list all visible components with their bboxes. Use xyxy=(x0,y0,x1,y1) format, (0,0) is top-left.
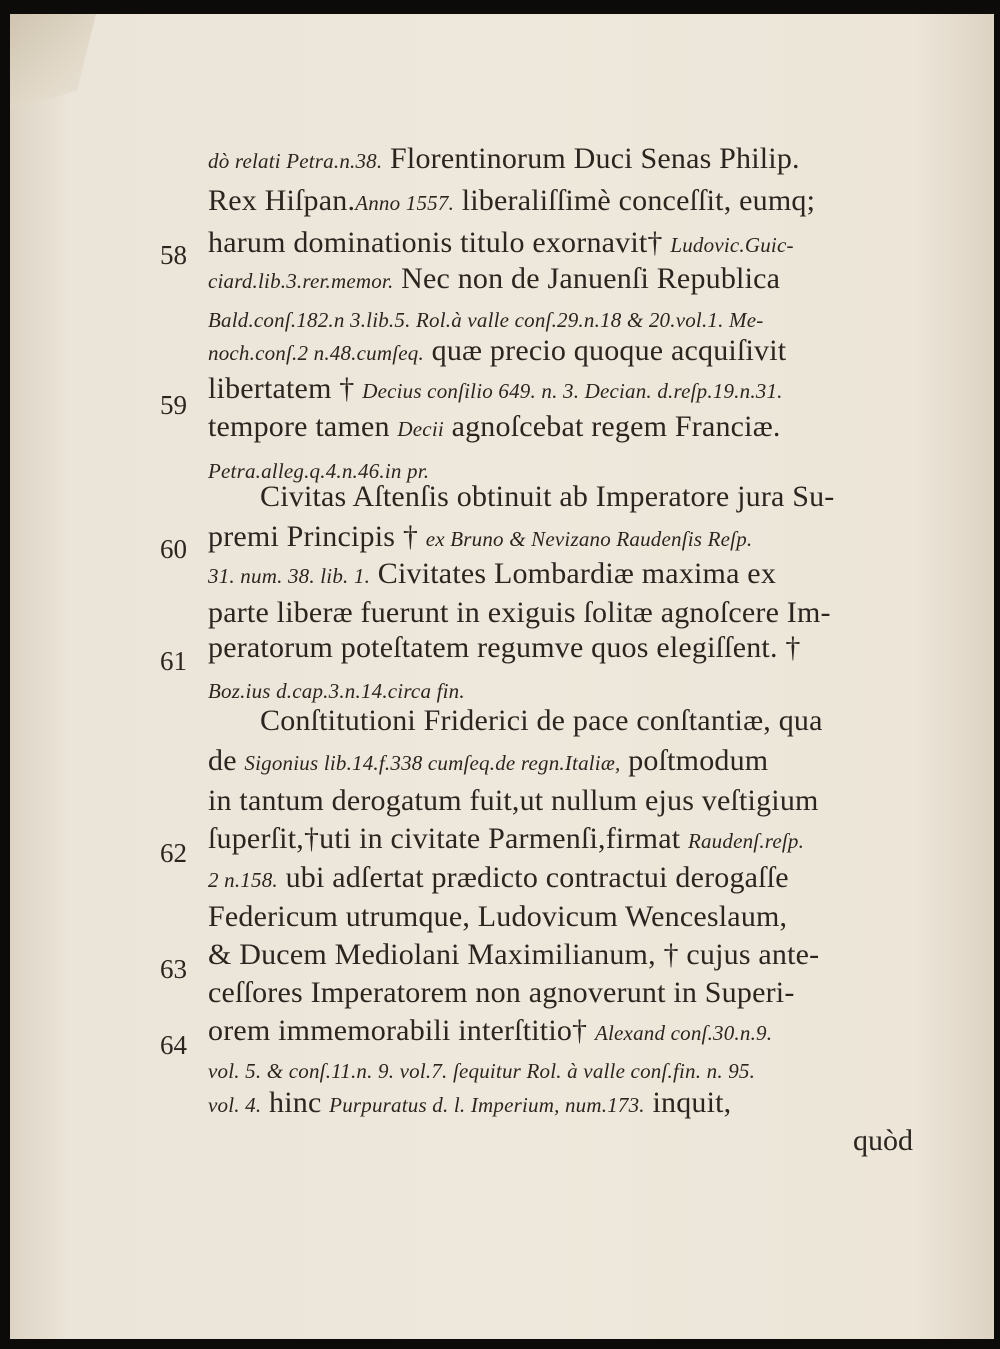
text-line-12: 31. num. 38. lib. 1. Civitates Lombardiæ maxima ex xyxy=(208,557,777,590)
text-line-22: & Ducem Mediolani Maximilianum, † cujus ante- xyxy=(208,938,820,971)
text-line-21: Federicum utrumque, Ludovicum Wenceslaum, xyxy=(208,900,788,933)
text-line-1: dò relati Petra.n.38. Florentinorum Duci Senas Philip. xyxy=(208,142,800,175)
text-line-24: orem immemorabili interſtitio† Alexand conſ.30.n.9. xyxy=(208,1014,773,1047)
margin-number-63: 63 xyxy=(160,954,187,984)
text-line-23: ceſſores Imperatorem non agnoverunt in Superi- xyxy=(208,976,795,1009)
text-line-5: Bald.conſ.182.n 3.lib.5. Rol.à valle conſ.29.n.18 & 20.vol.1. Me- xyxy=(208,308,764,332)
page-corner-fold xyxy=(10,14,96,110)
text-line-8: tempore tamen Decii agnoſcebat regem Franciæ. xyxy=(208,410,781,443)
margin-number-64: 64 xyxy=(160,1030,187,1060)
text-line-15: Boz.ius d.cap.3.n.14.circa fin. xyxy=(208,679,465,703)
margin-number-62: 62 xyxy=(160,838,187,868)
text-line-25: vol. 5. & conſ.11.n. 9. vol.7. ſequitur Rol. à valle conſ.fin. n. 95. xyxy=(208,1059,756,1083)
text-line-7: libertatem † Decius conſilio 649. n. 3. Decian. d.reſp.19.n.31. xyxy=(208,372,783,405)
margin-number-58: 58 xyxy=(160,240,187,270)
margin-number-61: 61 xyxy=(160,646,187,676)
text-line-4: ciard.lib.3.rer.memor. Nec non de Januenſi Republica xyxy=(208,262,781,295)
text-line-19: ſuperſit,†uti in civitate Parmenſi,firmat Raudenſ.reſp. xyxy=(208,822,805,855)
text-line-10: Civitas Aſtenſis obtinuit ab Imperatore jura Su- xyxy=(260,480,835,513)
text-line-11: premi Principis † ex Bruno & Nevizano Raudenſis Reſp. xyxy=(208,520,753,553)
book-page xyxy=(10,14,994,1339)
text-line-9: Petra.alleg.q.4.n.46.in pr. xyxy=(208,459,430,483)
text-line-18: in tantum derogatum fuit,ut nullum ejus veſtigium xyxy=(208,784,819,817)
text-line-13: parte liberæ fuerunt in exiguis ſolitæ agnoſcere Im- xyxy=(208,596,831,629)
text-line-2: Rex Hiſpan.Anno 1557. liberaliſſimè conceſſit, eumq; xyxy=(208,184,816,217)
text-line-26: vol. 4. hinc Purpuratus d. l. Imperium, num.173. inquit, xyxy=(208,1086,732,1119)
text-line-6: noch.conſ.2 n.48.cumſeq. quæ precio quoque acquiſivit xyxy=(208,334,787,367)
text-line-3: harum dominationis titulo exornavit† Ludovic.Guic- xyxy=(208,226,794,259)
margin-number-60: 60 xyxy=(160,534,187,564)
catchword: quòd xyxy=(853,1124,913,1157)
text-line-20: 2 n.158. ubi adſertat prædicto contractui derogaſſe xyxy=(208,861,789,894)
margin-number-59: 59 xyxy=(160,390,187,420)
text-line-17: de Sigonius lib.14.f.338 cumſeq.de regn.Italiæ, poſtmodum xyxy=(208,744,769,777)
text-line-14: peratorum poteſtatem regumve quos elegiſſent. † xyxy=(208,631,801,664)
text-line-16: Conſtitutioni Friderici de pace conſtantiæ, qua xyxy=(260,704,823,737)
